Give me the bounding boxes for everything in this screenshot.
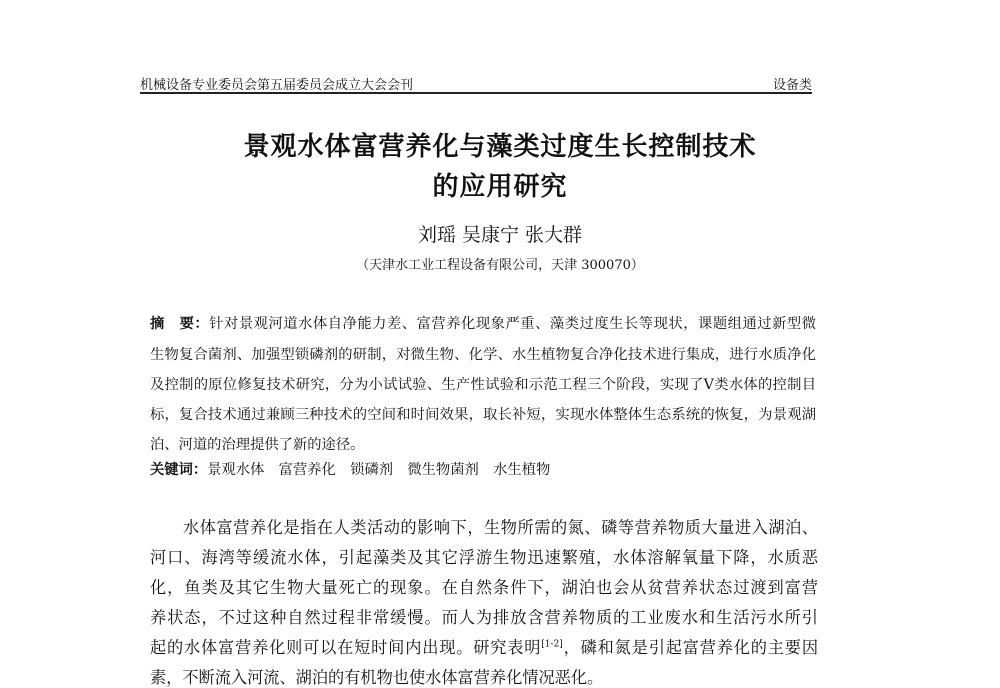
journal-name: 机械设备专业委员会第五届委员会成立大会会刊: [140, 78, 414, 93]
title-line-2: 的应用研究: [432, 172, 568, 202]
abstract-line: 及控制的原位修复技术研究，分为小试试验、生产性试验和示范工程三个阶段，实现了Ⅴ类水体的控制目: [150, 377, 816, 393]
body-line: 起的水体富营养化则可以在短时间内出现。研究表明[1-2]，磷和氮是引起富营养化的主要因: [150, 638, 819, 657]
abstract-line: 标，复合技术通过兼顾三种技术的空间和时间效果，取长补短，实现水体整体生态系统的恢复，为景观湖: [150, 407, 816, 423]
body-line: 养状态，不过这种自然过程非常缓慢。而人为排放含营养物质的工业废水和生活污水所引: [150, 608, 818, 627]
section-name: 设备类: [772, 78, 812, 93]
abstract-line: 生物复合菌剂、加强型锁磷剂的研制，对微生物、化学、水生植物复合净化技术进行集成，进行水质净化: [150, 347, 816, 363]
abstract-label: 摘 要：: [150, 316, 210, 332]
abstract-line: 泊、河道的治理提供了新的途径。: [150, 437, 365, 453]
affiliation: （天津水工业工程设备有限公司，天津 300070）: [356, 258, 644, 273]
authors: 刘瑶 吴康宁 张大群: [417, 224, 583, 246]
body-line: 河口、海湾等缓流水体，引起藻类及其它浮游生物迅速繁殖，水体溶解氧量下降，水质恶: [150, 548, 818, 567]
title-line-1: 景观水体富营养化与藻类过度生长控制技术: [243, 132, 757, 162]
keywords-label: 关键词：: [150, 462, 208, 478]
body-line: 水体富营养化是指在人类活动的影响下，生物所需的氮、磷等营养物质大量进入湖泊、: [183, 518, 818, 537]
body-line: 素，不断流入河流、湖泊的有机物也使水体富营养化情况恶化。: [150, 668, 604, 687]
keywords: 关键词：景观水体 富营养化 锁磷剂 微生物菌剂 水生植物: [150, 462, 551, 478]
citation: [1-2]: [541, 639, 563, 650]
body-line: 化，鱼类及其它生物大量死亡的现象。在自然条件下，湖泊也会从贫营养状态过渡到富营: [150, 578, 818, 597]
running-header: [140, 74, 812, 94]
abstract-line: 摘 要：针对景观河道水体自净能力差、富营养化现象严重、藻类过度生长等现状，课题组通过新型微: [150, 316, 816, 332]
